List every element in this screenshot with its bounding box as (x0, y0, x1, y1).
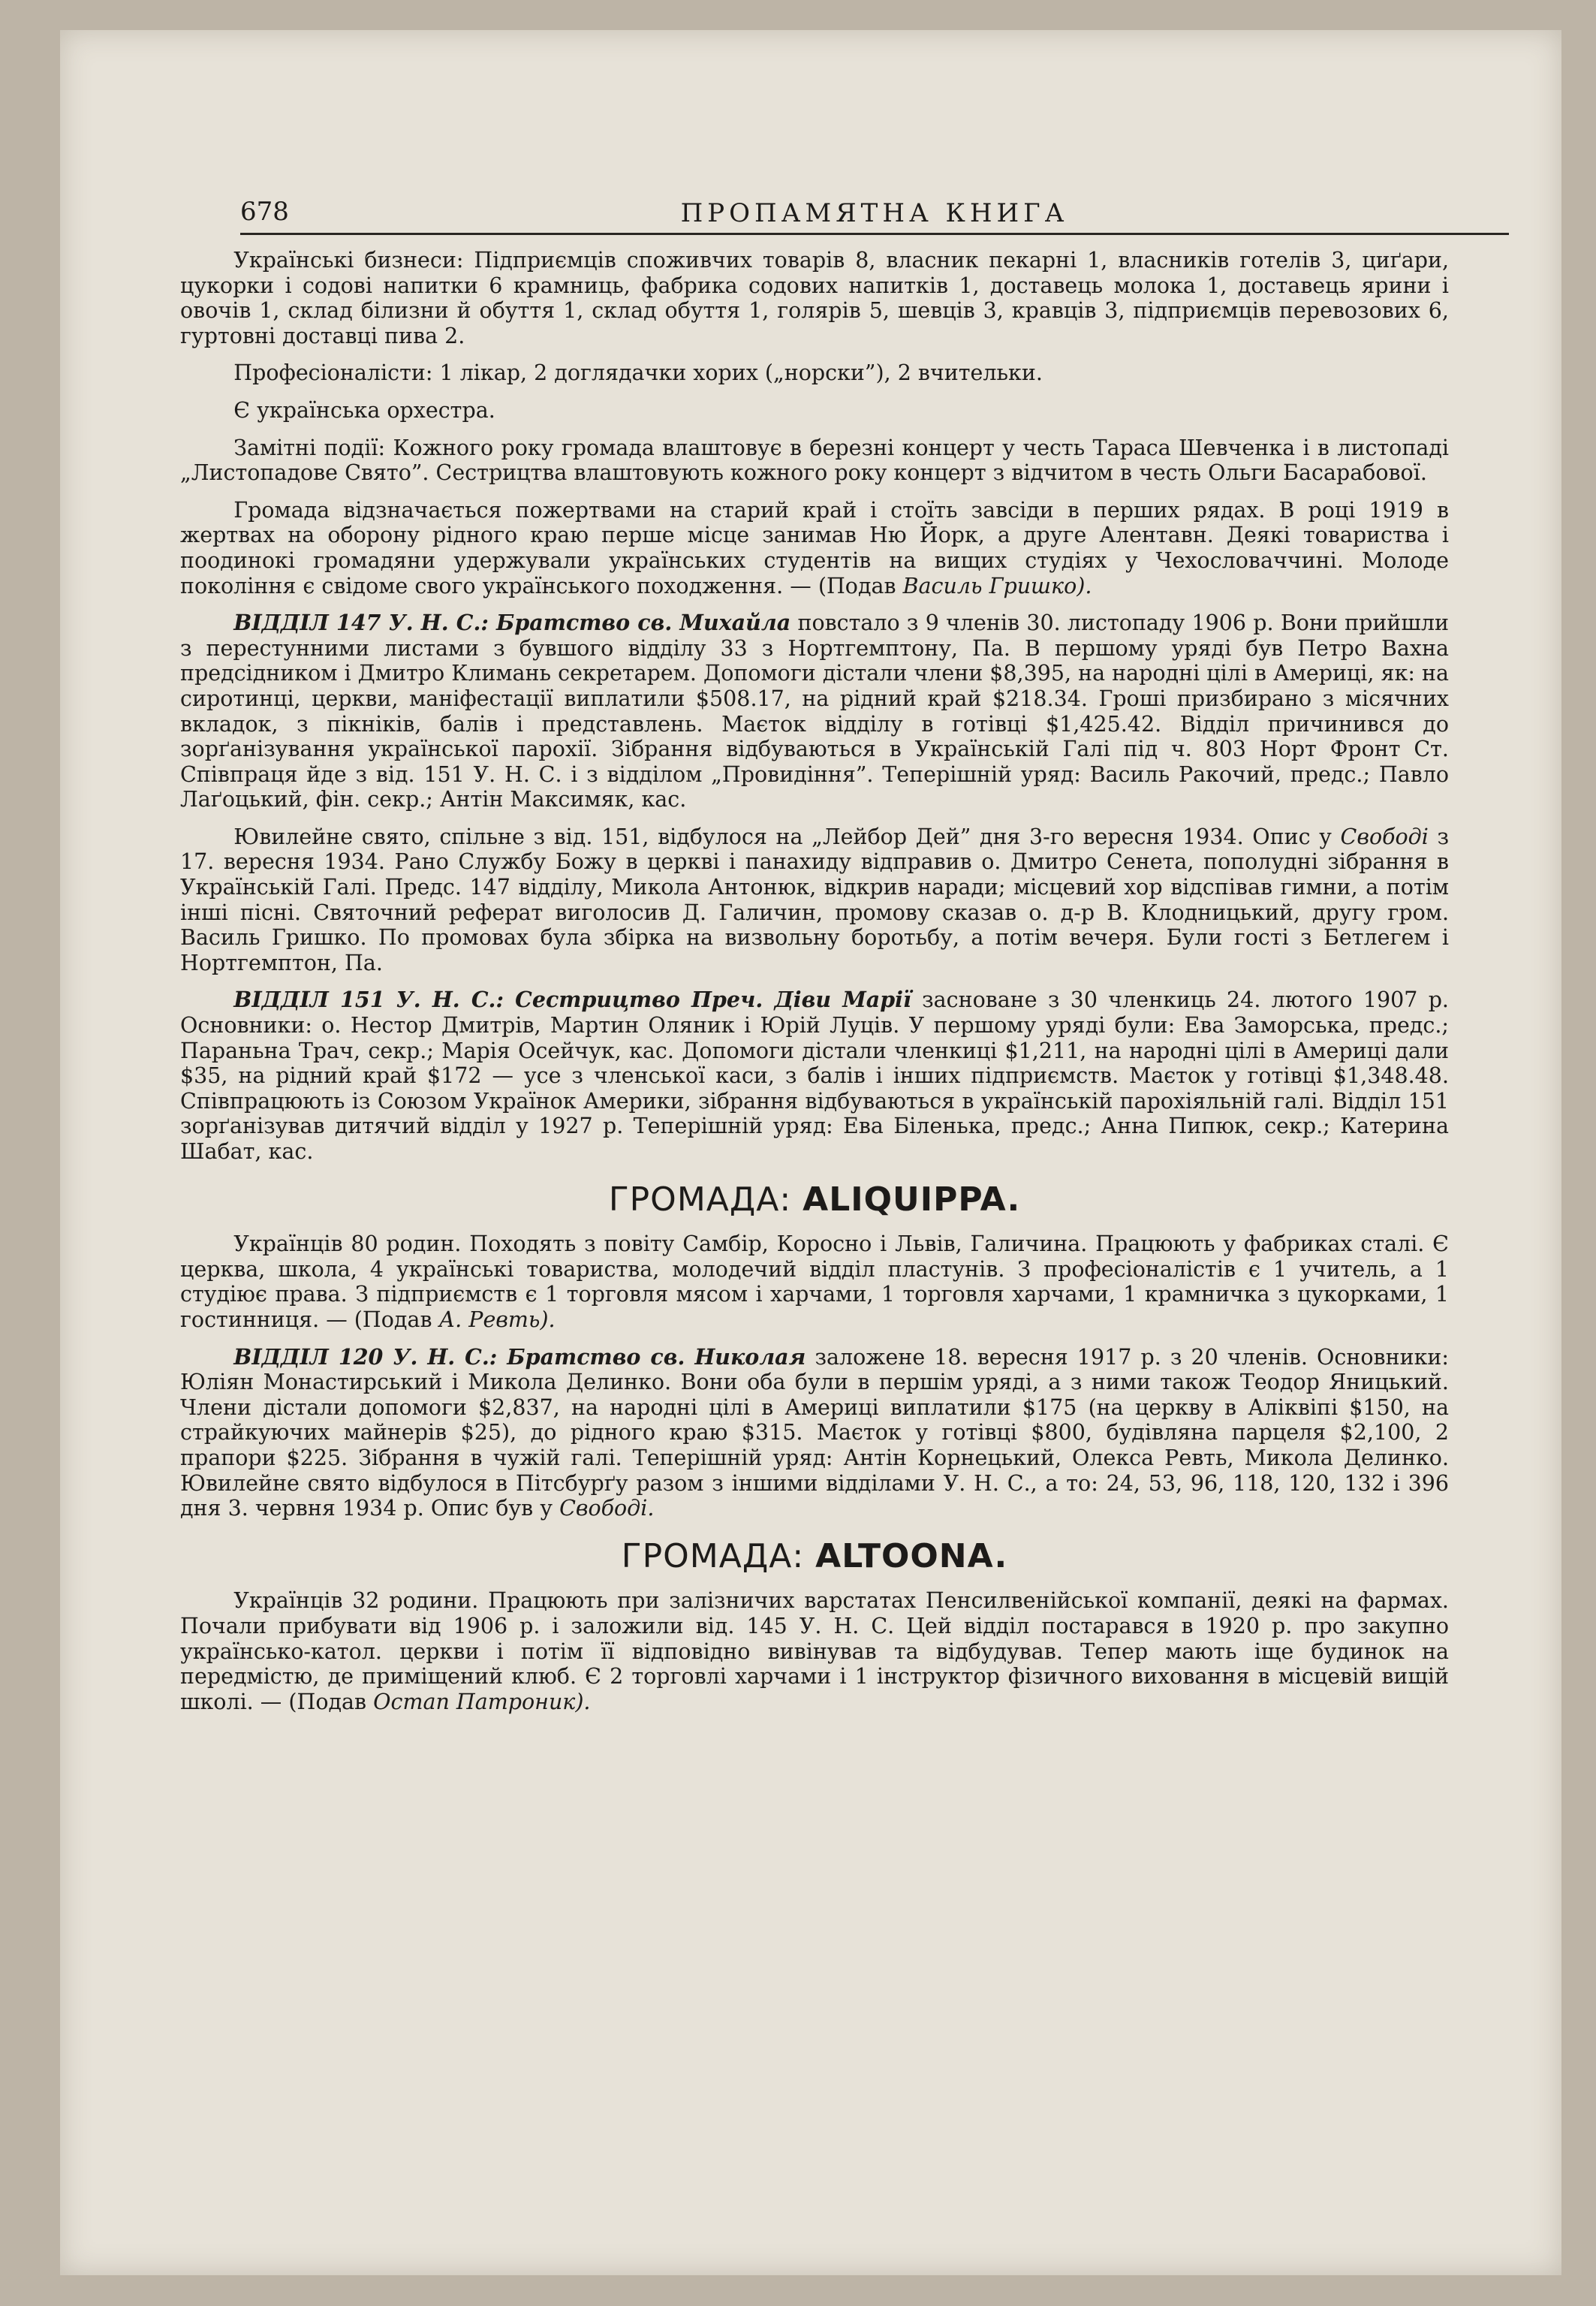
section-place: ALTOONA. (815, 1536, 1008, 1575)
paragraph-text: Українців 32 родини. Працюють при залізничих варстатах Пенсилвенійської компанії, деякі на фармах. Почали прибувати від 1906 р. і заложили від. 145 У. Н. С. Цей відділ постарався в 1920 р. про закупно українсько-катол. церкви і потім її відповідно вивінував та відбудував. Тепер мають іще будинок на передмістю, де приміщений клюб. Є 2 торговлі харчами і 1 інструктор фізичного виховання в місцевій вищій школі. — (Подав (180, 1588, 1449, 1714)
paragraph-altoona (180, 1588, 1449, 1714)
paragraph-aliquippa (180, 1231, 1449, 1332)
section-prefix: ГРОМАДА: (621, 1536, 816, 1575)
author-signature: А. Ревть). (438, 1307, 556, 1332)
paragraph-text: повстало з 9 членів 30. листопаду 1906 р. Вони прийшли з перестунними листами з бувшого відділу 33 з Нортгемптону, Па. В першому уряді був Петро Вахна предсідником і Дмитро Климань секретарем. Допомоги дістали члени $8,395, на народні цілі в Америці, як: на сиротинці, церкви, маніфестації виплатили $508.17, на рідний край $218.34. Гроші призбирано з місячних вкладок, з пікніків, балів і представлень. Маєток відділу в готівці $1,425.42. Відділ причинився до зорґанізування української парохії. Зібрання відбуваються в Українській Галі під ч. 803 Норт Фронт Ст. Співпраця йде з від. 151 У. Н. С. і з відділом „Провидіння”. Теперішній уряд: Василь Ракочий, предс.; Павло Лаґоцький, фін. секр.; Антін Максимяк, кас. (180, 610, 1449, 812)
paragraph-orchestra: Є українська орхестра. (233, 397, 495, 423)
page-body (180, 248, 1449, 1726)
author-signature: Василь Гришко). (902, 573, 1092, 598)
paragraph-text: засноване з 30 членкиць 24. лютого 1907 р. Основники: о. Нестор Дмитрів, Мартин Оляник і Юрій Луців. У першому уряді були: Ева Заморська, предс.; Параньна Трач, секр.; Марія Осейчук, кас. Допомоги дістали членкиці $1,211, на народні цілі в Америці дали $35, на рідний край $172 — усе з членської каси, з балів і інших підприємств. Маєток у готівці $1,348.48. Співпрацюють із Союзом Українок Америки, зібрання відбуваються в українській парохіяльній галі. Відділ 151 зорґанізував дитячий відділ у 1927 р. Теперішній уряд: Ева Біленька, предс.; Анна Пипюк, секр.; Катерина Шабат, кас. (180, 987, 1449, 1164)
section-prefix: ГРОМАДА: (608, 1180, 803, 1219)
newspaper-name: Свободі (1340, 824, 1429, 849)
paragraph-text: заложене 18. вересня 1917 р. з 20 членів. Основники: Юліян Монастирський і Микола Делинко. Вони оба були в першім уряді, а з ними також Теодор Яницький. Члени дістали допомоги $2,837, на народні цілі в Америці виплатили $175 (на церкву в Аліквіпі $150, на страйкуючих майнерів $25), до рідного краю $315. Маєток у готівці $800, будівляна парцеля $2,100, 2 прапори $225. Зібрання в чужій галі. Теперішній уряд: Антін Корнецький, Олекса Ревть, Микола Делинко. Ювилейне свято відбулося в Пітсбурґу разом з іншими відділами У. Н. С., а то: 24, 53, 96, 118, 120, 132 і 396 дня 3. червня 1934 р. Опис був у (180, 1344, 1449, 1521)
section-heading-aliquippa (180, 1180, 1449, 1219)
branch-heading: ВІДДІЛ 151 У. Н. С.: Сестрицтво Преч. Діви Марії (233, 987, 911, 1013)
newspaper-name: Свободі. (559, 1496, 655, 1521)
paragraph-professionals: Професіоналісти: 1 лікар, 2 доглядачки хорих („норски”), 2 вчительки. (233, 360, 1043, 386)
page-header (240, 195, 1509, 235)
branch-heading: ВІДДІЛ 120 У. Н. С.: Братство св. Николая (233, 1343, 806, 1370)
paragraph-text: Ювилейне свято, спільне з від. 151, відбулося на „Лейбор Дей” дня 3-го вересня 1934. Опис у (233, 824, 1341, 849)
paragraph-events: Замітні події: Кожного року громада влаштовує в березні концерт у честь Тараса Шевченка і в листопаді „Листопадове Свято”. Сестрицтва влаштовують кожного року концерт з відчитом в честь Ольги Басарабової. (180, 435, 1449, 486)
author-signature: Остап Патроник). (373, 1689, 591, 1714)
paragraph-text: Громада відзначається пожертвами на старий край і стоїть завсіди в перших рядах. В році 1919 в жертвах на оборону рідного краю перше місце занимав Ню Йорк, а друге Алентавн. Деякі товариства і поодинокі громадяни удержували українських студентів на вищих студіях у Чехословаччині. Молоде покоління є свідоме свого українського походження. — (Подав (180, 497, 1449, 598)
paragraph-donations (180, 498, 1449, 598)
paragraph-branch-120 (180, 1345, 1449, 1521)
section-heading-altoona (180, 1536, 1449, 1575)
paragraph-text: з 17. вересня 1934. Рано Службу Божу в церкві і панахиду відправив о. Дмитро Сенета, пополудні зібрання в Українській Галі. Предс. 147 відділу, Микола Антонюк, відкрив наради; місцевий хор відспівав гимни, а потім інші пісні. Святочний реферат виголосив Д. Галичин, промову сказав о. д-р В. Клодницький, другу гром. Василь Гришко. По промовах була збірка на визвольну боротьбу, а потім вечеря. Були гості з Бетлегем і Нортгемптон, Па. (180, 824, 1449, 975)
paragraph-businesses: Українські бизнеси: Підприємців споживчих товарів 8, власник пекарні 1, власників готелів 3, циґари, цукорки і содові напитки 6 крамниць, фабрика содових напитків 1, доставець молока 1, доставець ярини і овочів 1, склад білизни й обуття 1, склад обуття 1, голярів 5, шевців 3, кравців 3, підприємців перевозових 6, гуртовні доставці пива 2. (180, 248, 1449, 348)
paragraph-branch-147 (180, 610, 1449, 812)
paragraph-jubilee (180, 824, 1449, 976)
page-number: 678 (240, 197, 289, 227)
running-title: ПРОПАМЯТНА КНИГА (680, 198, 1069, 228)
paragraph-text: Українців 80 родин. Походять з повіту Самбір, Коросно і Львів, Галичина. Працюють у фабриках сталі. Є церква, школа, 4 українські товариства, молодечий відділ пластунів. З професіоналістів є 1 учитель, а 1 студіює права. З підприємств є 1 торговля мясом і харчами, 1 торговля харчами, 1 крамничка з цукорками, 1 гостинниця. — (Подав (180, 1231, 1449, 1332)
branch-heading: ВІДДІЛ 147 У. Н. С.: Братство св. Михайла (233, 610, 791, 636)
section-place: ALIQUIPPA. (803, 1180, 1021, 1219)
paragraph-branch-151 (180, 987, 1449, 1164)
